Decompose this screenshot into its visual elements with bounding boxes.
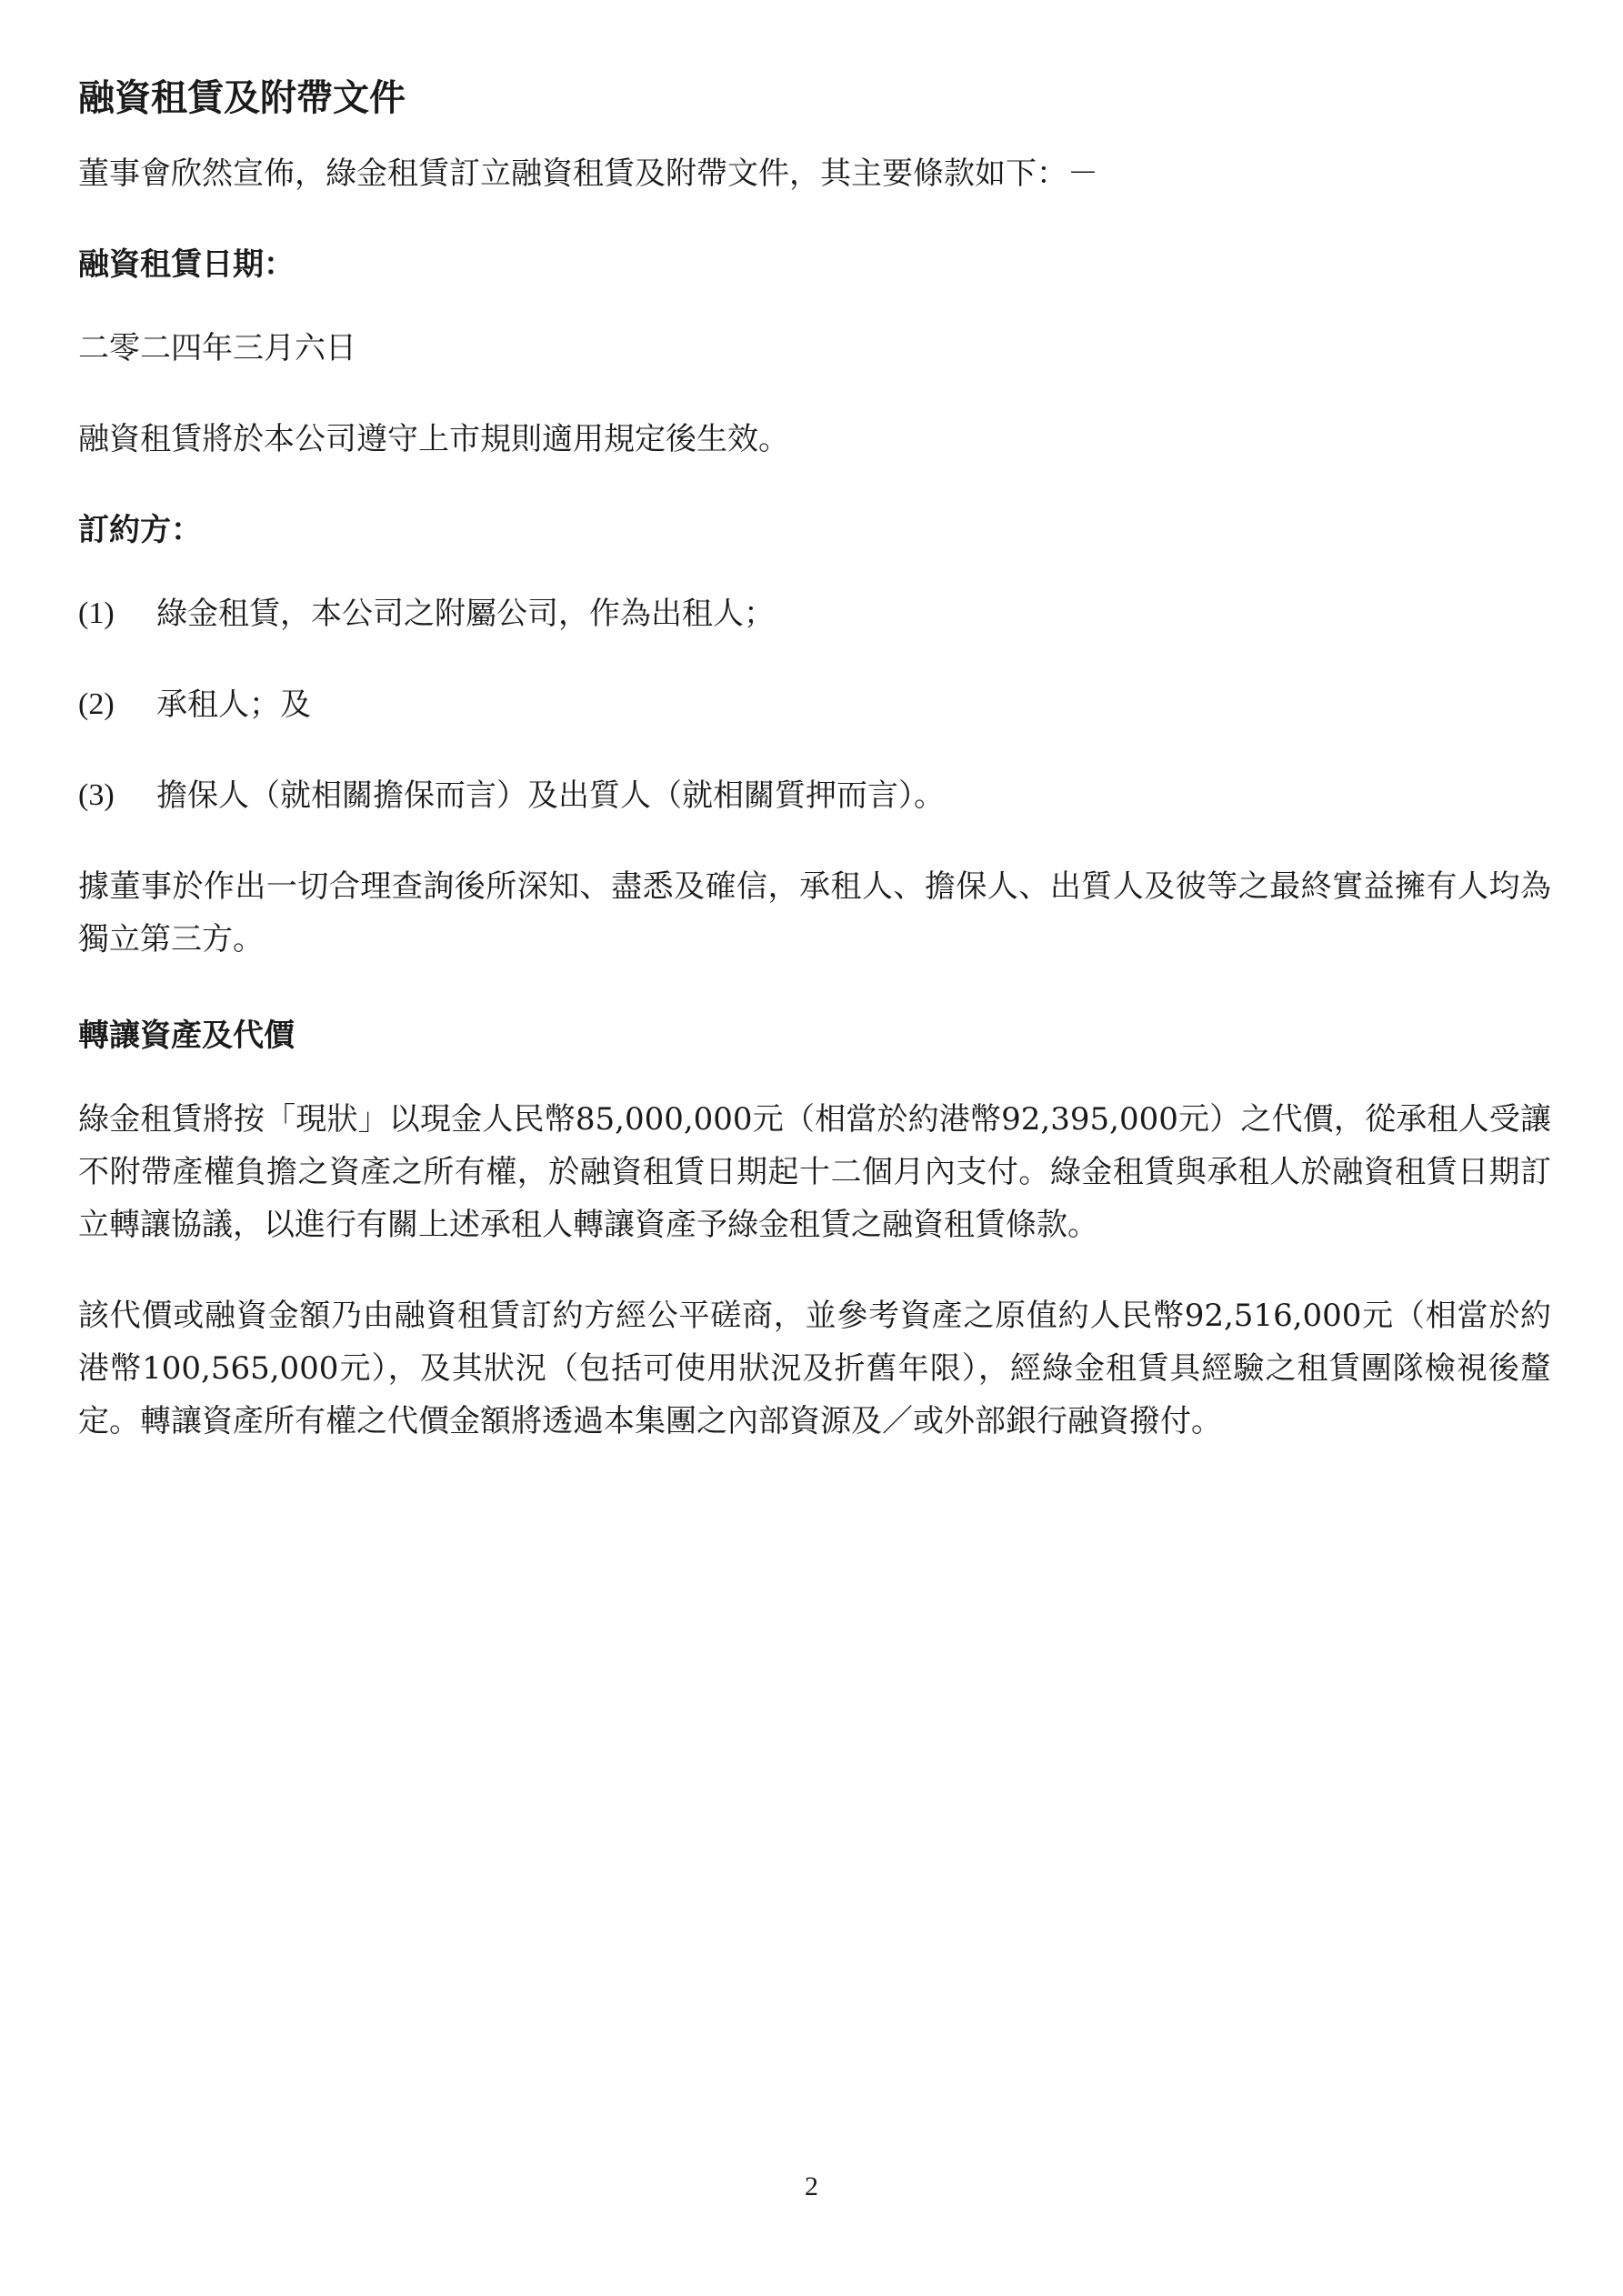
transfer-heading: 轉讓資產及代價	[78, 1018, 295, 1054]
list-item	[78, 678, 1551, 731]
intro-paragraph: 董事會欣然宣佈，綠金租賃訂立融資租賃及附帶文件，其主要條款如下：－	[78, 155, 1098, 192]
list-item	[78, 769, 1551, 822]
transfer-paragraph-2: 該代價或融資金額乃由融資租賃訂約方經公平磋商，並參考資產之原值約人民幣92,516,000元（相當於約港幣100,565,000元），及其狀況（包括可使用狀況及折舊年限），經綠金租賃具經驗之租賃團隊檢視後釐定。轉讓資產所有權之代價金額將透過本集團之內部資源及／或外部銀行融資撥付。	[78, 1298, 1551, 1439]
page-number: 2	[805, 2171, 818, 2201]
list-item-text: 承租人；及	[156, 687, 311, 723]
date-heading: 融資租賃日期：	[78, 246, 295, 283]
list-item-text: 擔保人（就相關擔保而言）及出質人（就相關質押而言）。	[156, 777, 945, 814]
list-item-text: 綠金租賃，本公司之附屬公司，作為出租人；	[156, 596, 775, 632]
list-item	[78, 587, 1551, 640]
list-item-number: (3)	[78, 778, 115, 812]
section-title: 融資租賃及附帶文件	[78, 77, 406, 119]
transfer-paragraph-1: 綠金租賃將按「現狀」以現金人民幣85,000,000元（相當於約港幣92,395,000元）之代價，從承租人受讓不附帶產權負擔之資產之所有權，於融資租賃日期起十二個月內支付。綠金租賃與承租人於融資租賃日期訂立轉讓協議，以進行有關上述承租人轉讓資產予綠金租賃之融資租賃條款。	[78, 1101, 1551, 1243]
parties-heading: 訂約方：	[78, 512, 202, 548]
lease-date: 二零二四年三月六日	[78, 330, 356, 366]
document-page	[78, 55, 1551, 1486]
list-item-number: (2)	[78, 687, 115, 721]
list-item-number: (1)	[78, 597, 115, 630]
effective-note: 融資租賃將於本公司遵守上市規則適用規定後生效。	[78, 421, 789, 457]
independence-paragraph: 據董事於作出一切合理查詢後所深知、盡悉及確信，承租人、擔保人、出質人及彼等之最終實益擁有人均為獨立第三方。	[78, 868, 1551, 958]
